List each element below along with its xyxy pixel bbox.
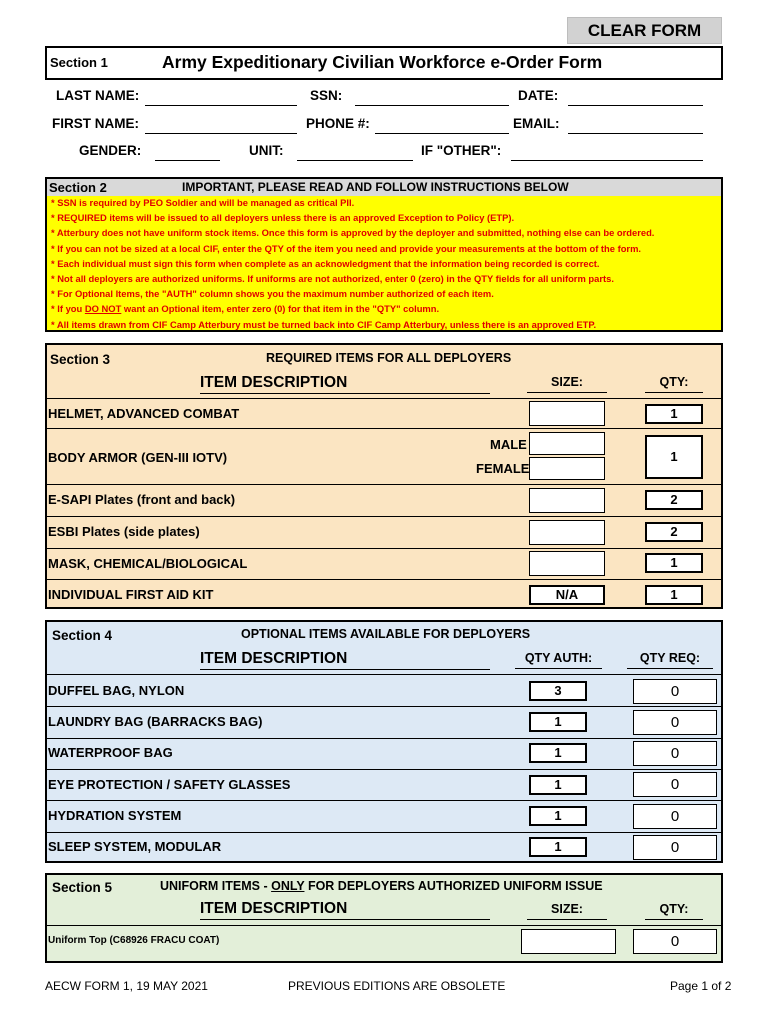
- section4-auth-header: QTY AUTH:: [515, 651, 602, 669]
- qty-auth-box: 1: [529, 775, 587, 795]
- qty-req-input[interactable]: 0: [633, 772, 717, 797]
- item-name: HELMET, ADVANCED COMBAT: [48, 406, 240, 421]
- qty-box: 1: [645, 435, 703, 479]
- section5-title-only: ONLY: [271, 879, 305, 893]
- item-name: WATERPROOF BAG: [48, 745, 173, 760]
- size-box: N/A: [529, 585, 605, 605]
- table-row: [47, 925, 721, 926]
- date-label: DATE:: [518, 88, 559, 103]
- instruction-line: [51, 301, 721, 316]
- item-name: ESBI Plates (side plates): [48, 524, 200, 539]
- last-name-label: LAST NAME:: [56, 88, 140, 103]
- table-row: [47, 738, 721, 739]
- section5-qty-header: QTY:: [645, 902, 703, 920]
- instruction-text: * If you: [51, 303, 85, 315]
- instruction-line: * REQUIRED items will be issued to all deployers unless there is an approved Exception to Policy (ETP).: [51, 212, 515, 224]
- qty-box: 2: [645, 522, 703, 542]
- table-row: [47, 800, 721, 801]
- item-name: E-SAPI Plates (front and back): [48, 492, 236, 507]
- table-row: [47, 579, 721, 580]
- qty-auth-box: 1: [529, 806, 587, 826]
- table-row: [47, 548, 721, 549]
- section1-label: Section 1: [50, 55, 108, 70]
- qty-box: 1: [645, 585, 703, 605]
- qty-req-input[interactable]: 0: [633, 741, 717, 766]
- qty-input[interactable]: 0: [633, 929, 717, 954]
- section4-label: Section 4: [52, 628, 113, 643]
- ssn-label: SSN:: [310, 88, 343, 103]
- instruction-line: * SSN is required by PEO Soldier and will be managed as critical PII.: [51, 197, 355, 208]
- item-name: SLEEP SYSTEM, MODULAR: [48, 839, 222, 854]
- section5-title: [160, 879, 603, 893]
- clear-form-button[interactable]: CLEAR FORM: [567, 17, 722, 44]
- qty-req-input[interactable]: 0: [633, 804, 717, 829]
- phone-field[interactable]: [375, 116, 509, 134]
- table-row: [47, 428, 721, 429]
- size-input[interactable]: [529, 488, 605, 513]
- instruction-line: * If you can not be sized at a local CIF, enter the QTY of the item you need and provide your measurements at the bottom of the form.: [51, 242, 642, 254]
- table-row: [47, 398, 721, 399]
- male-size-input[interactable]: [529, 432, 605, 455]
- instructions-box: [45, 196, 723, 332]
- qty-auth-box: 1: [529, 837, 587, 857]
- size-input[interactable]: [529, 401, 605, 426]
- female-size-input[interactable]: [529, 457, 605, 480]
- instruction-text: want an Optional item, enter zero (0) for that item in the "QTY" column.: [121, 303, 440, 315]
- size-input[interactable]: [529, 520, 605, 545]
- qty-box: 2: [645, 490, 703, 510]
- item-name: LAUNDRY BAG (BARRACKS BAG): [48, 714, 263, 729]
- table-row: [47, 769, 721, 770]
- section3-title: REQUIRED ITEMS FOR ALL DEPLOYERS: [266, 351, 512, 365]
- instruction-line: * Not all deployers are authorized uniforms. If uniforms are not authorized, enter 0 (zero) in the QTY fields for all uniform parts.: [51, 273, 614, 285]
- section5-item-desc-header: ITEM DESCRIPTION: [200, 900, 490, 920]
- section5-size-header: SIZE:: [527, 902, 607, 920]
- section3-qty-header: QTY:: [645, 375, 703, 393]
- item-name: INDIVIDUAL FIRST AID KIT: [48, 587, 214, 602]
- instruction-line: * All items drawn from CIF Camp Atterbury must be turned back into CIF Camp Atterbury, unless there is an approved ETP.: [51, 318, 597, 330]
- table-row: [47, 484, 721, 485]
- qty-box: 1: [645, 553, 703, 573]
- qty-auth-box: 3: [529, 681, 587, 701]
- first-name-label: FIRST NAME:: [52, 116, 139, 131]
- table-row: [47, 516, 721, 517]
- item-name: MASK, CHEMICAL/BIOLOGICAL: [48, 556, 248, 571]
- female-label: FEMALE: [476, 461, 530, 476]
- item-name: EYE PROTECTION / SAFETY GLASSES: [48, 777, 291, 792]
- instruction-line: * For Optional Items, the "AUTH" column shows you the maximum number authorized of each item.: [51, 288, 494, 300]
- gender-label: GENDER:: [79, 143, 142, 158]
- email-label: EMAIL:: [513, 116, 560, 131]
- phone-label: PHONE #:: [306, 116, 370, 131]
- gender-field[interactable]: [155, 143, 220, 161]
- section5-title-text: FOR DEPLOYERS AUTHORIZED UNIFORM ISSUE: [304, 879, 603, 893]
- form-id: AECW FORM 1, 19 MAY 2021: [45, 979, 208, 993]
- unit-field[interactable]: [297, 143, 413, 161]
- last-name-field[interactable]: [145, 88, 297, 106]
- section4-req-header: QTY REQ:: [627, 651, 713, 669]
- section4-title: OPTIONAL ITEMS AVAILABLE FOR DEPLOYERS: [241, 627, 531, 641]
- qty-auth-box: 1: [529, 712, 587, 732]
- ssn-field[interactable]: [355, 88, 509, 106]
- instruction-line: * Atterbury does not have uniform stock items. Once this form is approved by the deployer and submitted, nothing else can be ordered.: [51, 227, 655, 239]
- size-input[interactable]: [521, 929, 616, 954]
- table-row: [47, 674, 721, 675]
- male-label: MALE: [490, 437, 527, 452]
- unit-label: UNIT:: [249, 143, 284, 158]
- instruction-line: * Each individual must sign this form when complete as an acknowledgment that the information being recorded is correct.: [51, 257, 600, 269]
- qty-req-input[interactable]: 0: [633, 835, 717, 860]
- item-name: HYDRATION SYSTEM: [48, 808, 182, 823]
- table-row: [47, 832, 721, 833]
- email-field[interactable]: [568, 116, 703, 134]
- date-field[interactable]: [568, 88, 703, 106]
- section3-item-desc-header: ITEM DESCRIPTION: [200, 374, 490, 394]
- qty-req-input[interactable]: 0: [633, 710, 717, 735]
- qty-auth-box: 1: [529, 743, 587, 763]
- section3-size-header: SIZE:: [527, 375, 607, 393]
- section5-title-text: UNIFORM ITEMS -: [160, 879, 272, 893]
- if-other-field[interactable]: [511, 143, 703, 161]
- item-name: Uniform Top (C68926 FRACU COAT): [48, 935, 220, 946]
- form-title: Army Expeditionary Civilian Workforce e-Order Form: [162, 52, 603, 72]
- section3-label: Section 3: [50, 352, 111, 367]
- item-name: DUFFEL BAG, NYLON: [48, 683, 185, 698]
- item-name: BODY ARMOR (GEN-III IOTV): [48, 450, 228, 465]
- instruction-underline: DO NOT: [84, 303, 122, 315]
- page-number: Page 1 of 2: [670, 979, 732, 993]
- section2-label: Section 2: [49, 180, 107, 195]
- size-input[interactable]: [529, 551, 605, 576]
- table-row: [47, 706, 721, 707]
- obsolete-notice: PREVIOUS EDITIONS ARE OBSOLETE: [288, 979, 506, 993]
- section4-item-desc-header: ITEM DESCRIPTION: [200, 650, 490, 670]
- if-other-label: IF "OTHER":: [421, 143, 502, 158]
- qty-box: 1: [645, 404, 703, 424]
- section2-title: IMPORTANT, PLEASE READ AND FOLLOW INSTRUCTIONS BELOW: [182, 180, 569, 194]
- qty-req-input[interactable]: 0: [633, 679, 717, 704]
- section5-label: Section 5: [52, 880, 113, 895]
- first-name-field[interactable]: [145, 116, 297, 134]
